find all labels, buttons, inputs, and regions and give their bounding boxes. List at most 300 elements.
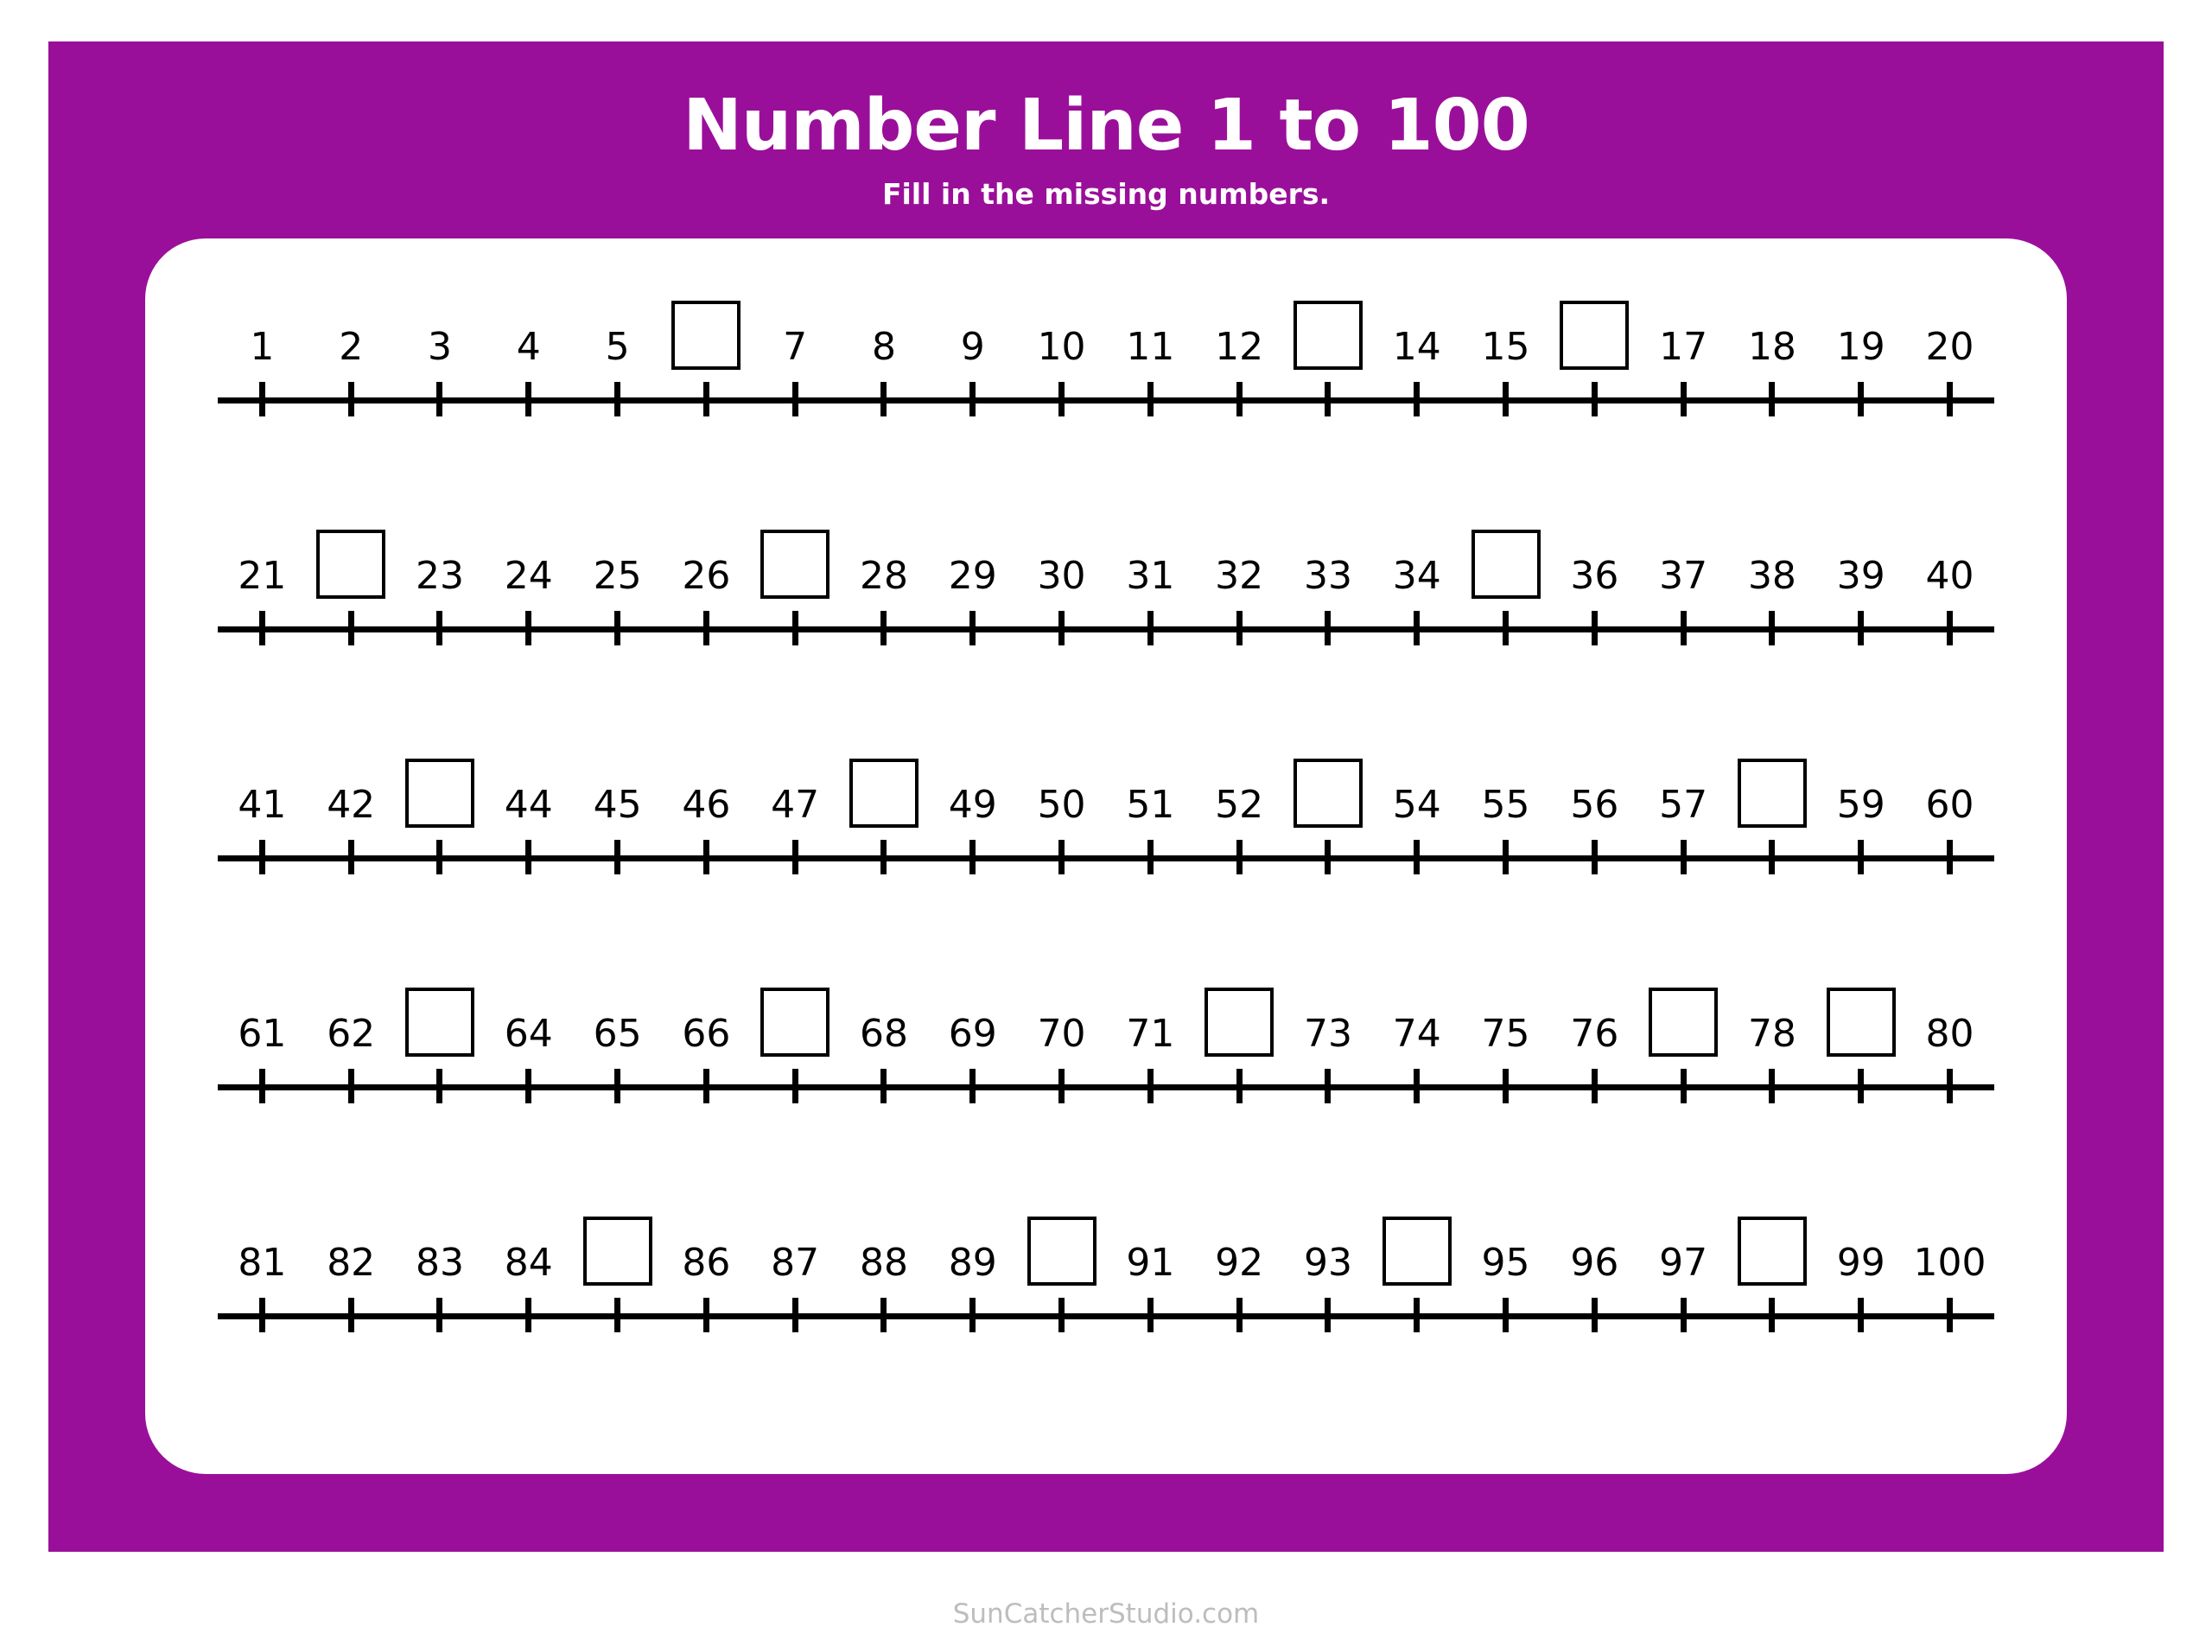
axis-tick <box>436 1069 442 1103</box>
number-label: 7 <box>783 325 808 370</box>
axis-tick <box>1947 611 1953 645</box>
answer-box[interactable] <box>405 988 474 1057</box>
answer-box[interactable] <box>583 1217 652 1286</box>
axis-tick <box>703 611 709 645</box>
number-label: 20 <box>1925 325 1974 370</box>
axis-tick <box>614 840 620 874</box>
answer-box[interactable] <box>849 759 918 828</box>
axis-tick <box>792 382 798 416</box>
number-line-cell <box>751 962 840 1057</box>
axis-tick-cell <box>1195 382 1284 416</box>
number-label: 11 <box>1126 325 1175 370</box>
number-label: 25 <box>593 554 642 599</box>
axis-tick-cell <box>1905 840 1994 874</box>
number-line-cell <box>1284 504 1373 599</box>
number-label: 44 <box>504 783 553 828</box>
axis-tick-cell <box>218 1298 307 1332</box>
number-line-cell <box>484 1191 573 1286</box>
number-line-cell <box>573 962 662 1057</box>
axis-tick <box>1058 382 1065 416</box>
axis-tick-cell <box>218 611 307 645</box>
axis-tick-cell <box>1461 382 1550 416</box>
axis-tick <box>1769 840 1775 874</box>
axis-tick-cell <box>928 1069 1017 1103</box>
answer-box[interactable] <box>1649 988 1718 1057</box>
axis-tick-cell <box>840 1069 929 1103</box>
number-label: 91 <box>1126 1241 1175 1286</box>
axis-tick-cell <box>1461 1069 1550 1103</box>
answer-box[interactable] <box>1294 301 1363 370</box>
number-line-cell <box>1728 504 1817 599</box>
number-line-cell <box>1195 504 1284 599</box>
number-label: 36 <box>1570 554 1619 599</box>
number-line-axis <box>218 611 1994 645</box>
answer-box[interactable] <box>1205 988 1274 1057</box>
axis-tick <box>792 1069 798 1103</box>
axis-tick <box>1236 840 1243 874</box>
number-line-cell <box>1816 733 1905 828</box>
number-line-cell <box>218 733 307 828</box>
answer-box[interactable] <box>1827 988 1896 1057</box>
answer-box[interactable] <box>1560 301 1629 370</box>
axis-tick <box>436 611 442 645</box>
axis-tick <box>1858 1298 1864 1332</box>
number-label: 15 <box>1481 325 1530 370</box>
axis-tick <box>525 840 531 874</box>
axis-tick <box>1503 382 1509 416</box>
axis-tick-cell <box>662 382 751 416</box>
axis-tick-cell <box>1905 1298 1994 1332</box>
number-line-cell <box>751 733 840 828</box>
axis-tick-cell <box>1639 840 1728 874</box>
axis-tick-cell <box>1905 611 1994 645</box>
number-label: 82 <box>327 1241 376 1286</box>
axis-tick <box>1592 382 1598 416</box>
number-label: 37 <box>1659 554 1708 599</box>
number-label: 66 <box>682 1012 731 1057</box>
number-line-card <box>145 238 2067 1474</box>
axis-tick-cell <box>573 1069 662 1103</box>
axis-tick-cell <box>1284 1298 1373 1332</box>
axis-tick-cell <box>307 840 396 874</box>
number-line-cell <box>662 962 751 1057</box>
axis-tick-cell <box>484 611 573 645</box>
number-label: 97 <box>1659 1241 1708 1286</box>
number-label: 96 <box>1570 1241 1619 1286</box>
number-label: 1 <box>250 325 275 370</box>
axis-tick-cell <box>840 611 929 645</box>
axis-tick-cell <box>218 382 307 416</box>
number-line-cell <box>218 275 307 370</box>
number-label: 17 <box>1659 325 1708 370</box>
axis-tick-cell <box>1461 840 1550 874</box>
number-label: 68 <box>859 1012 908 1057</box>
axis-tick-cell <box>307 1069 396 1103</box>
number-line-cell <box>1905 962 1994 1057</box>
axis-tick <box>1058 1069 1065 1103</box>
axis-tick-cell <box>573 611 662 645</box>
axis-tick <box>703 1069 709 1103</box>
number-line-cell <box>662 1191 751 1286</box>
axis-tick <box>525 611 531 645</box>
axis-tick-cell <box>1550 1298 1639 1332</box>
axis-tick <box>348 382 354 416</box>
axis-tick-cell <box>1639 1069 1728 1103</box>
number-line-cell <box>1639 504 1728 599</box>
axis-ticks <box>218 382 1994 416</box>
number-label: 24 <box>504 554 553 599</box>
axis-tick <box>1769 1298 1775 1332</box>
axis-tick <box>1503 611 1509 645</box>
axis-tick-cell <box>1639 611 1728 645</box>
axis-tick-cell <box>840 1298 929 1332</box>
number-line-cell <box>1017 275 1106 370</box>
answer-box[interactable] <box>1294 759 1363 828</box>
number-label: 81 <box>238 1241 287 1286</box>
axis-tick-cell <box>928 382 1017 416</box>
axis-tick-cell <box>662 611 751 645</box>
number-line-labels <box>218 275 1994 370</box>
axis-tick <box>1681 1298 1687 1332</box>
number-line-cell <box>1106 275 1195 370</box>
axis-tick-cell <box>662 1298 751 1332</box>
number-label: 47 <box>771 783 820 828</box>
number-line-cell <box>573 504 662 599</box>
axis-tick-cell <box>1284 1069 1373 1103</box>
axis-tick <box>1325 611 1331 645</box>
number-line-cell <box>1461 1191 1550 1286</box>
axis-tick <box>1858 840 1864 874</box>
number-line-cell <box>307 1191 396 1286</box>
number-line-cell <box>1017 733 1106 828</box>
axis-tick-cell <box>484 382 573 416</box>
axis-tick <box>1503 1298 1509 1332</box>
number-label: 65 <box>593 1012 642 1057</box>
number-line-cell <box>1550 733 1639 828</box>
axis-tick <box>1592 1069 1598 1103</box>
axis-tick-cell <box>396 840 485 874</box>
number-line-cell <box>662 504 751 599</box>
axis-tick <box>259 840 265 874</box>
number-line-cell <box>928 275 1017 370</box>
axis-tick <box>1147 1298 1154 1332</box>
axis-tick-cell <box>662 840 751 874</box>
number-line-cell <box>484 275 573 370</box>
axis-tick <box>880 611 887 645</box>
axis-tick <box>1858 611 1864 645</box>
axis-ticks <box>218 840 1994 874</box>
axis-tick <box>259 382 265 416</box>
axis-tick-cell <box>396 1298 485 1332</box>
axis-tick-cell <box>573 1298 662 1332</box>
number-line-cell <box>396 1191 485 1286</box>
number-line-cell <box>1816 962 1905 1057</box>
number-line-cell <box>218 1191 307 1286</box>
number-line-cell <box>573 275 662 370</box>
axis-tick <box>1058 611 1065 645</box>
axis-tick <box>1414 611 1420 645</box>
answer-box[interactable] <box>671 301 741 370</box>
axis-tick-cell <box>396 1069 485 1103</box>
site-credit: SunCatcherStudio.com <box>952 1598 1260 1630</box>
axis-tick-cell <box>751 611 840 645</box>
number-label: 59 <box>1836 783 1885 828</box>
axis-tick <box>1769 1069 1775 1103</box>
number-line-cell <box>1017 962 1106 1057</box>
axis-tick <box>1325 382 1331 416</box>
number-line-cell <box>1461 275 1550 370</box>
number-line-cell <box>1106 962 1195 1057</box>
axis-tick-cell <box>840 840 929 874</box>
number-label: 18 <box>1747 325 1796 370</box>
axis-tick <box>1058 1298 1065 1332</box>
number-line-cell <box>662 275 751 370</box>
axis-tick <box>703 840 709 874</box>
axis-tick <box>1769 611 1775 645</box>
number-label: 89 <box>948 1241 997 1286</box>
axis-tick-cell <box>1816 1069 1905 1103</box>
number-label: 95 <box>1481 1241 1530 1286</box>
axis-tick-cell <box>751 840 840 874</box>
number-line-cell <box>1728 962 1817 1057</box>
axis-tick-cell <box>928 840 1017 874</box>
answer-box[interactable] <box>760 988 830 1057</box>
number-line-cell <box>1195 733 1284 828</box>
number-line-cell <box>307 275 396 370</box>
number-line-axis <box>218 382 1994 416</box>
number-label: 76 <box>1570 1012 1619 1057</box>
number-label: 87 <box>771 1241 820 1286</box>
axis-tick-cell <box>1195 1298 1284 1332</box>
axis-tick-cell <box>1550 840 1639 874</box>
answer-box[interactable] <box>1027 1217 1096 1286</box>
axis-tick-cell <box>840 382 929 416</box>
number-line-row <box>197 504 2015 733</box>
number-line-cell <box>484 733 573 828</box>
number-line-cell <box>1550 504 1639 599</box>
axis-tick <box>1325 1069 1331 1103</box>
number-line-cell <box>1639 962 1728 1057</box>
axis-tick <box>1681 382 1687 416</box>
number-line-cell <box>1284 275 1373 370</box>
number-line-cell <box>1639 733 1728 828</box>
number-label: 99 <box>1836 1241 1885 1286</box>
number-label: 56 <box>1570 783 1619 828</box>
number-line-cell <box>1284 733 1373 828</box>
axis-tick <box>703 1298 709 1332</box>
number-line-cell <box>751 275 840 370</box>
axis-tick-cell <box>484 1298 573 1332</box>
number-line-cell <box>840 275 929 370</box>
answer-box[interactable] <box>1738 759 1807 828</box>
number-line-cell <box>1728 733 1817 828</box>
axis-tick <box>1769 382 1775 416</box>
number-line-cell <box>1284 1191 1373 1286</box>
number-line-cell <box>1195 962 1284 1057</box>
number-line-cell <box>1550 962 1639 1057</box>
answer-box[interactable] <box>316 530 385 599</box>
axis-tick <box>1858 1069 1864 1103</box>
axis-tick-cell <box>1106 382 1195 416</box>
axis-ticks <box>218 1298 1994 1332</box>
axis-tick-cell <box>1905 1069 1994 1103</box>
axis-tick-cell <box>751 1298 840 1332</box>
number-label: 2 <box>339 325 364 370</box>
worksheet-poster <box>48 41 2164 1552</box>
axis-tick <box>880 1069 887 1103</box>
axis-tick <box>525 1069 531 1103</box>
number-line-cell <box>1372 504 1461 599</box>
answer-box[interactable] <box>1471 530 1541 599</box>
axis-tick <box>348 1069 354 1103</box>
number-label: 32 <box>1215 554 1264 599</box>
number-line-cell <box>1461 504 1550 599</box>
number-label: 45 <box>593 783 642 828</box>
axis-tick-cell <box>1816 611 1905 645</box>
number-label: 23 <box>415 554 464 599</box>
number-line-labels <box>218 962 1994 1057</box>
axis-tick-cell <box>1195 611 1284 645</box>
number-line-cell <box>1816 504 1905 599</box>
number-line-cell <box>1816 1191 1905 1286</box>
axis-tick <box>614 1298 620 1332</box>
number-label: 29 <box>948 554 997 599</box>
number-label: 21 <box>238 554 287 599</box>
axis-tick-cell <box>1284 611 1373 645</box>
number-line-cell <box>218 962 307 1057</box>
number-line-cell <box>1106 504 1195 599</box>
axis-tick-cell <box>1372 1298 1461 1332</box>
number-line-cell <box>751 1191 840 1286</box>
axis-tick-cell <box>1372 611 1461 645</box>
answer-box[interactable] <box>405 759 474 828</box>
number-line-labels <box>218 1191 1994 1286</box>
number-line-cell <box>1372 962 1461 1057</box>
axis-tick <box>1414 840 1420 874</box>
axis-tick-cell <box>1106 1069 1195 1103</box>
axis-tick-cell <box>1461 611 1550 645</box>
axis-tick-cell <box>218 840 307 874</box>
axis-tick <box>1236 1298 1243 1332</box>
number-line-cell <box>840 504 929 599</box>
number-line-cell <box>218 504 307 599</box>
number-label: 38 <box>1747 554 1796 599</box>
axis-tick <box>1147 840 1154 874</box>
axis-tick <box>1681 611 1687 645</box>
number-label: 33 <box>1303 554 1352 599</box>
number-label: 74 <box>1392 1012 1441 1057</box>
axis-tick <box>1414 382 1420 416</box>
number-label: 64 <box>504 1012 553 1057</box>
page-subtitle: Fill in the missing numbers. <box>881 177 1331 212</box>
axis-tick <box>792 1298 798 1332</box>
number-label: 39 <box>1836 554 1885 599</box>
number-label: 40 <box>1925 554 1974 599</box>
number-line-cell <box>1905 1191 1994 1286</box>
number-label: 46 <box>682 783 731 828</box>
axis-tick-cell <box>1461 1298 1550 1332</box>
number-label: 60 <box>1925 783 1974 828</box>
axis-tick <box>880 840 887 874</box>
number-line-cell <box>1639 1191 1728 1286</box>
number-line-cell <box>928 1191 1017 1286</box>
axis-tick <box>880 382 887 416</box>
number-label: 92 <box>1215 1241 1264 1286</box>
axis-tick <box>1147 1069 1154 1103</box>
number-line-cell <box>662 733 751 828</box>
answer-box[interactable] <box>760 530 830 599</box>
axis-ticks <box>218 1069 1994 1103</box>
axis-tick <box>1947 382 1953 416</box>
number-line-cell <box>1905 275 1994 370</box>
axis-tick <box>969 1069 976 1103</box>
axis-tick <box>1414 1069 1420 1103</box>
number-line-axis <box>218 1298 1994 1332</box>
number-label: 50 <box>1037 783 1086 828</box>
number-label: 28 <box>859 554 908 599</box>
axis-tick-cell <box>662 1069 751 1103</box>
number-label: 34 <box>1392 554 1441 599</box>
number-line-cell <box>928 504 1017 599</box>
axis-tick-cell <box>1106 840 1195 874</box>
axis-tick <box>1147 611 1154 645</box>
number-label: 73 <box>1303 1012 1352 1057</box>
number-label: 3 <box>427 325 452 370</box>
number-label: 83 <box>415 1241 464 1286</box>
answer-box[interactable] <box>1738 1217 1807 1286</box>
number-line-row <box>197 1191 2015 1420</box>
axis-tick <box>792 840 798 874</box>
axis-tick <box>792 611 798 645</box>
axis-tick-cell <box>1017 611 1106 645</box>
axis-tick <box>1947 1069 1953 1103</box>
axis-tick-cell <box>484 1069 573 1103</box>
number-line-cell <box>1816 275 1905 370</box>
axis-tick <box>1414 1298 1420 1332</box>
axis-tick <box>1503 840 1509 874</box>
axis-tick-cell <box>1905 382 1994 416</box>
number-line-row <box>197 275 2015 504</box>
number-label: 80 <box>1925 1012 1974 1057</box>
number-label: 41 <box>238 783 287 828</box>
number-label: 52 <box>1215 783 1264 828</box>
number-line-cell <box>928 962 1017 1057</box>
number-label: 55 <box>1481 783 1530 828</box>
axis-tick <box>1058 840 1065 874</box>
number-label: 14 <box>1392 325 1441 370</box>
axis-tick <box>525 1298 531 1332</box>
axis-tick <box>1147 382 1154 416</box>
axis-tick <box>348 1298 354 1332</box>
axis-tick <box>614 611 620 645</box>
number-line-cell <box>1372 733 1461 828</box>
number-label: 42 <box>327 783 376 828</box>
number-line-cell <box>1461 733 1550 828</box>
axis-tick-cell <box>1639 382 1728 416</box>
number-label: 49 <box>948 783 997 828</box>
number-line-cell <box>928 733 1017 828</box>
axis-tick-cell <box>1017 1069 1106 1103</box>
axis-tick-cell <box>1372 1069 1461 1103</box>
number-line-cell <box>573 733 662 828</box>
number-label: 51 <box>1126 783 1175 828</box>
answer-box[interactable] <box>1382 1217 1452 1286</box>
number-label: 12 <box>1215 325 1264 370</box>
number-line-row <box>197 733 2015 962</box>
axis-tick-cell <box>1550 1069 1639 1103</box>
number-line-cell <box>840 733 929 828</box>
number-label: 93 <box>1303 1241 1352 1286</box>
